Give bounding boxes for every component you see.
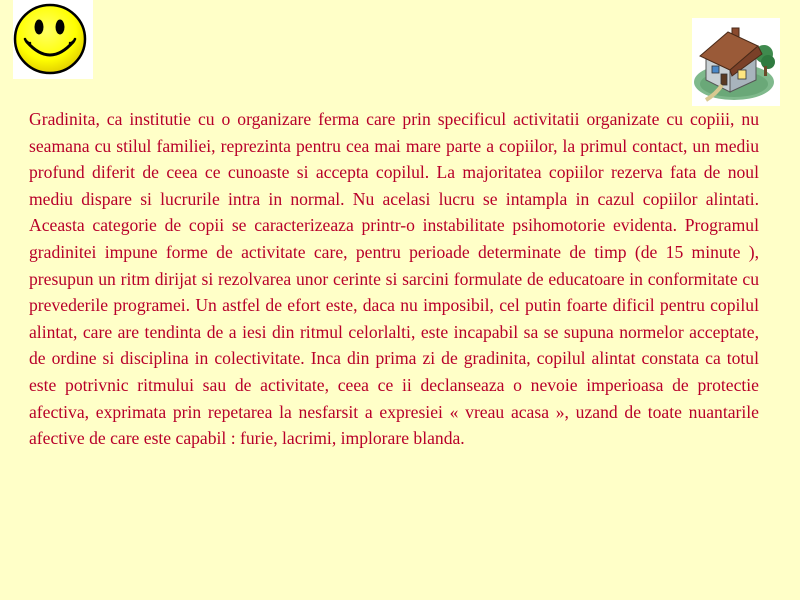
house-icon — [692, 18, 780, 106]
smiley-face-icon — [13, 0, 93, 79]
body-paragraph: Gradinita, ca institutie cu o organizare ferma care prin specificul activitatii organizate cu copiii, nu seamana cu stilul familiei, reprezinta pentru cea mai mare parte a copiilor, la primul contact, un mediu profund diferit de ceea ce cunoaste si accepta copilul. La majoritatea copiilor rezerva fata de noul mediu dispare si lucrurile intra in normal. Nu acelasi lucru se intampla in cazul copiilor alintati. Aceasta categorie de copii se caracterizeaza printr-o instabilitate psihomotorie evidenta. Programul gradinitei impune forme de activitate care, pentru perioade determinate de timp (de 15 minute ), presupun un ritm dirijat si rezolvarea unor cerinte si sarcini formulate de educatoare in conformitate cu prevederile programei. Un astfel de efort este, daca nu imposibil, cel putin foarte dificil pentru copilul alintat, care are tendinta de a iesi din ritmul celorlalti, este incapabil sa se supuna normelor acceptate, de ordine si disciplina in colectivitate. Inca din prima zi de gradinita, copilul alintat constata ca totul este potrivnic ritmului sau de activitate, ceea ce ii declanseaza o nevoie imperioasa de protectie afectiva, exprimata prin repetarea la nesfarsit a expresiei « vreau acasa », uzand de toate nuantarile afective de care este capabil : furie, lacrimi, implorare blanda. — [29, 109, 759, 449]
smiley-image — [13, 0, 93, 79]
house-image — [692, 18, 780, 106]
